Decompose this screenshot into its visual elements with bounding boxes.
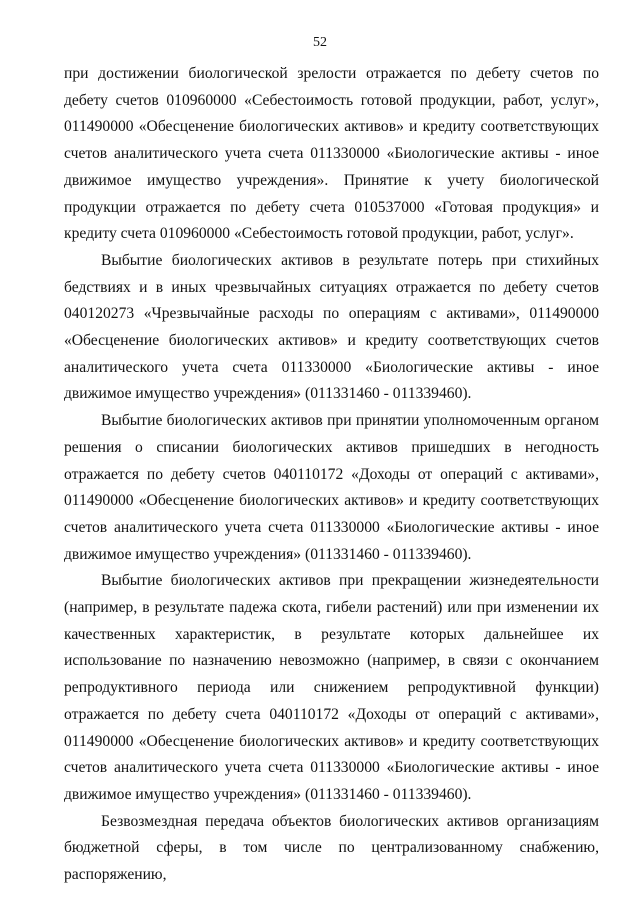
paragraph-continuation: при достижении биологической зрелости отражается по дебету счетов по дебету счетов 010960000 «Себестоимость готовой продукции, работ, услуг», 011490000 «Обесценение биологических активов» и кредиту соответствующих счетов аналитического учета счета 011330000 «Биологические активы - иное движимое имущество учреждения». Принятие к учету биологической продукции отражается по дебету счета 010537000 «Готовая продукция» и кредиту счета 010960000 «Себестоимость готовой продукции, работ, услуг». — [64, 65, 599, 243]
page-number: 52 — [313, 35, 327, 50]
document-body — [64, 61, 599, 889]
paragraph-free-transfer: Безвозмездная передача объектов биологических активов организациям бюджетной сферы, в том числе по централизованному снабжению, распоряжению, — [64, 812, 599, 884]
paragraph-emergency-losses: Выбытие биологических активов в результате потерь при стихийных бедствиях и в иных чрезвычайных ситуациях отражается по дебету счетов 040120273 «Чрезвычайные расходы по операциям с активами», 011490000 «Обесценение биологических активов» и кредиту соответствующих счетов аналитического учета счета 011330000 «Биологические активы - иное движимое имущество учреждения» (011331460 - 011339460). — [64, 251, 599, 403]
paragraph-write-off-decision: Выбытие биологических активов при принятии уполномоченным органом решения о списании биологических активов пришедших в негодность отражается по дебету счетов 040110172 «Доходы от операций с активами», 011490000 «Обесценение биологических активов» и кредиту соответствующих счетов аналитического учета счета 011330000 «Биологические активы - иное движимое имущество учреждения» (011331460 - 011339460). — [64, 412, 599, 563]
paragraph-death-disposal: Выбытие биологических активов при прекращении жизнедеятельности (например, в результате падежа скота, гибели растений) или при изменении их качественных характеристик, в результате которых дальнейшее их использование по назначению невозможно (например, в связи с окончанием репродуктивного периода или снижением репродуктивной функции) отражается по дебету счета 040110172 «Доходы от операций с активами», 011490000 «Обесценение биологических активов» и кредиту соответствующих счетов аналитического учета счета 011330000 «Биологические активы - иное движимое имущество учреждения» (011331460 - 011339460). — [64, 572, 599, 803]
